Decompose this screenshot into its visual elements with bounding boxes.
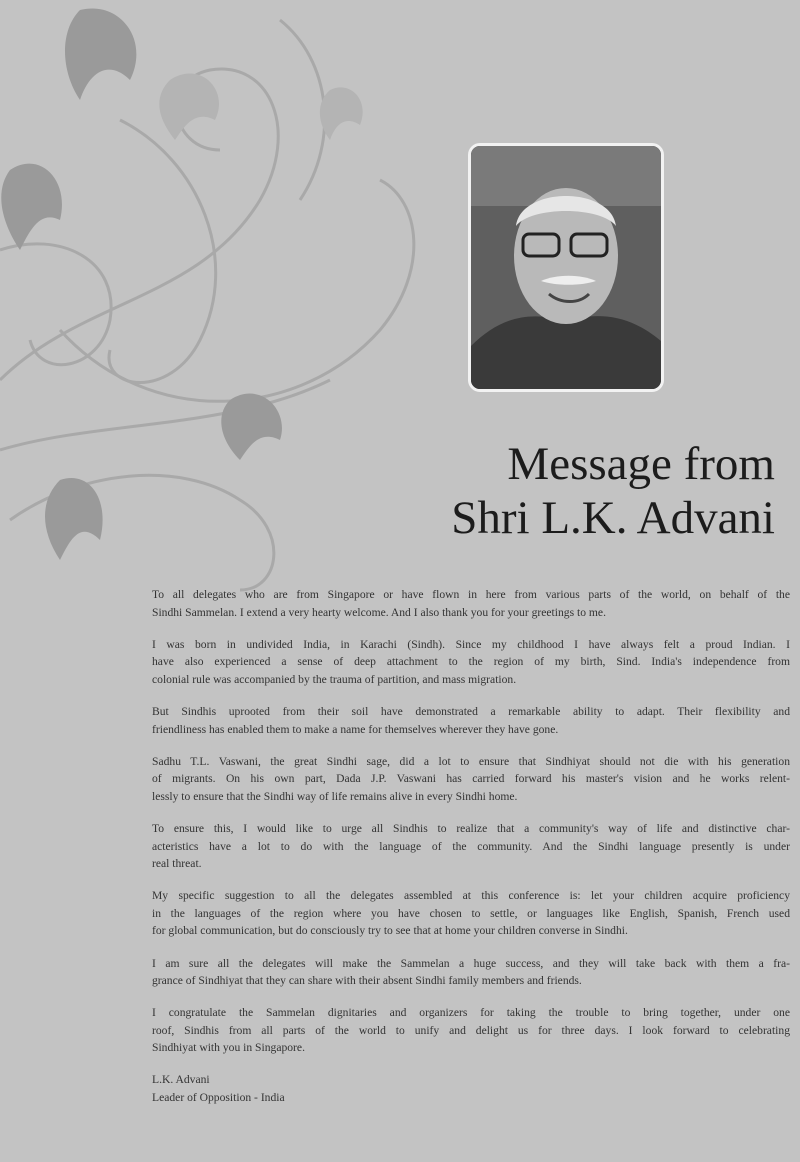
- message-paragraph: [152, 636, 790, 689]
- paragraph-line: But Sindhis uprooted from their soil have demonstrated a remarkable ability to adapt. Their flexibility and: [152, 704, 790, 718]
- signature-position: Leader of Opposition - India: [152, 1091, 285, 1105]
- paragraph-line: for global communication, but do consciously try to see that at home your children converse in Sindhi.: [152, 924, 628, 938]
- portrait-photo: [468, 143, 664, 392]
- signature-block: [152, 1071, 790, 1106]
- message-paragraph: [152, 887, 790, 940]
- paragraph-line: acteristics have a lot to do with the language of the community. And the Sindhi language presently is under: [152, 839, 790, 853]
- paragraph-line: I congratulate the Sammelan dignitaries and organizers for taking the trouble to bring together, under one: [152, 1006, 790, 1020]
- message-paragraph: [152, 753, 790, 806]
- message-paragraph: [152, 1004, 790, 1057]
- paragraph-line: friendliness has enabled them to make a name for themselves wherever they have gone.: [152, 722, 559, 736]
- paragraph-line: grance of Sindhiyat that they can share with their absent Sindhi family members and friends.: [152, 974, 582, 988]
- message-paragraph: [152, 955, 790, 990]
- page-title: [400, 437, 775, 545]
- paragraph-line: roof, Sindhis from all parts of the world to unify and delight us for three days. I look forward to celebrating: [152, 1023, 790, 1037]
- message-paragraph: [152, 820, 790, 873]
- message-paragraph: [152, 703, 790, 738]
- paragraph-line: Sindhiyat with you in Singapore.: [152, 1041, 305, 1055]
- signature-name: L.K. Advani: [152, 1073, 210, 1087]
- paragraph-line: Sindhi Sammelan. I extend a very hearty welcome. And I also thank you for your greetings to me.: [152, 605, 606, 619]
- title-line-1: Message from: [507, 438, 775, 490]
- message-paragraph: [152, 586, 790, 621]
- paragraph-line: colonial rule was accompanied by the trauma of partition, and mass migration.: [152, 672, 517, 686]
- paragraph-line: real threat.: [152, 857, 202, 871]
- title-line-2: Shri L.K. Advani: [451, 492, 775, 544]
- paragraph-line: I was born in undivided India, in Karachi (Sindh). Since my childhood I have always felt a proud Indian. I: [152, 637, 790, 651]
- paragraph-line: I am sure all the delegates will make the Sammelan a huge success, and they will take back with them a fra-: [152, 956, 790, 970]
- message-body: [152, 586, 790, 1107]
- paragraph-line: in the languages of the region where you have chosen to settle, or languages like English, Spanish, French used: [152, 906, 790, 920]
- paragraph-line: have also experienced a sense of deep attachment to the region of my birth, Sind. India's independence from: [152, 655, 790, 669]
- paragraph-line: Sadhu T.L. Vaswani, the great Sindhi sage, did a lot to ensure that Sindhiyat should not die with his generation: [152, 754, 790, 768]
- paragraph-line: To all delegates who are from Singapore or have flown in here from various parts of the world, on behalf of the: [152, 588, 790, 601]
- paragraph-line: To ensure this, I would like to urge all Sindhis to realize that a community's way of life and distinctive char-: [152, 821, 790, 835]
- paragraph-line: of migrants. On his own part, Dada J.P. Vaswani has carried forward his master's vision and he works relent-: [152, 772, 790, 786]
- paragraph-line: lessly to ensure that the Sindhi way of life remains alive in every Sindhi home.: [152, 789, 518, 803]
- paragraph-line: My specific suggestion to all the delegates assembled at this conference is: let your children acquire proficiency: [152, 889, 790, 903]
